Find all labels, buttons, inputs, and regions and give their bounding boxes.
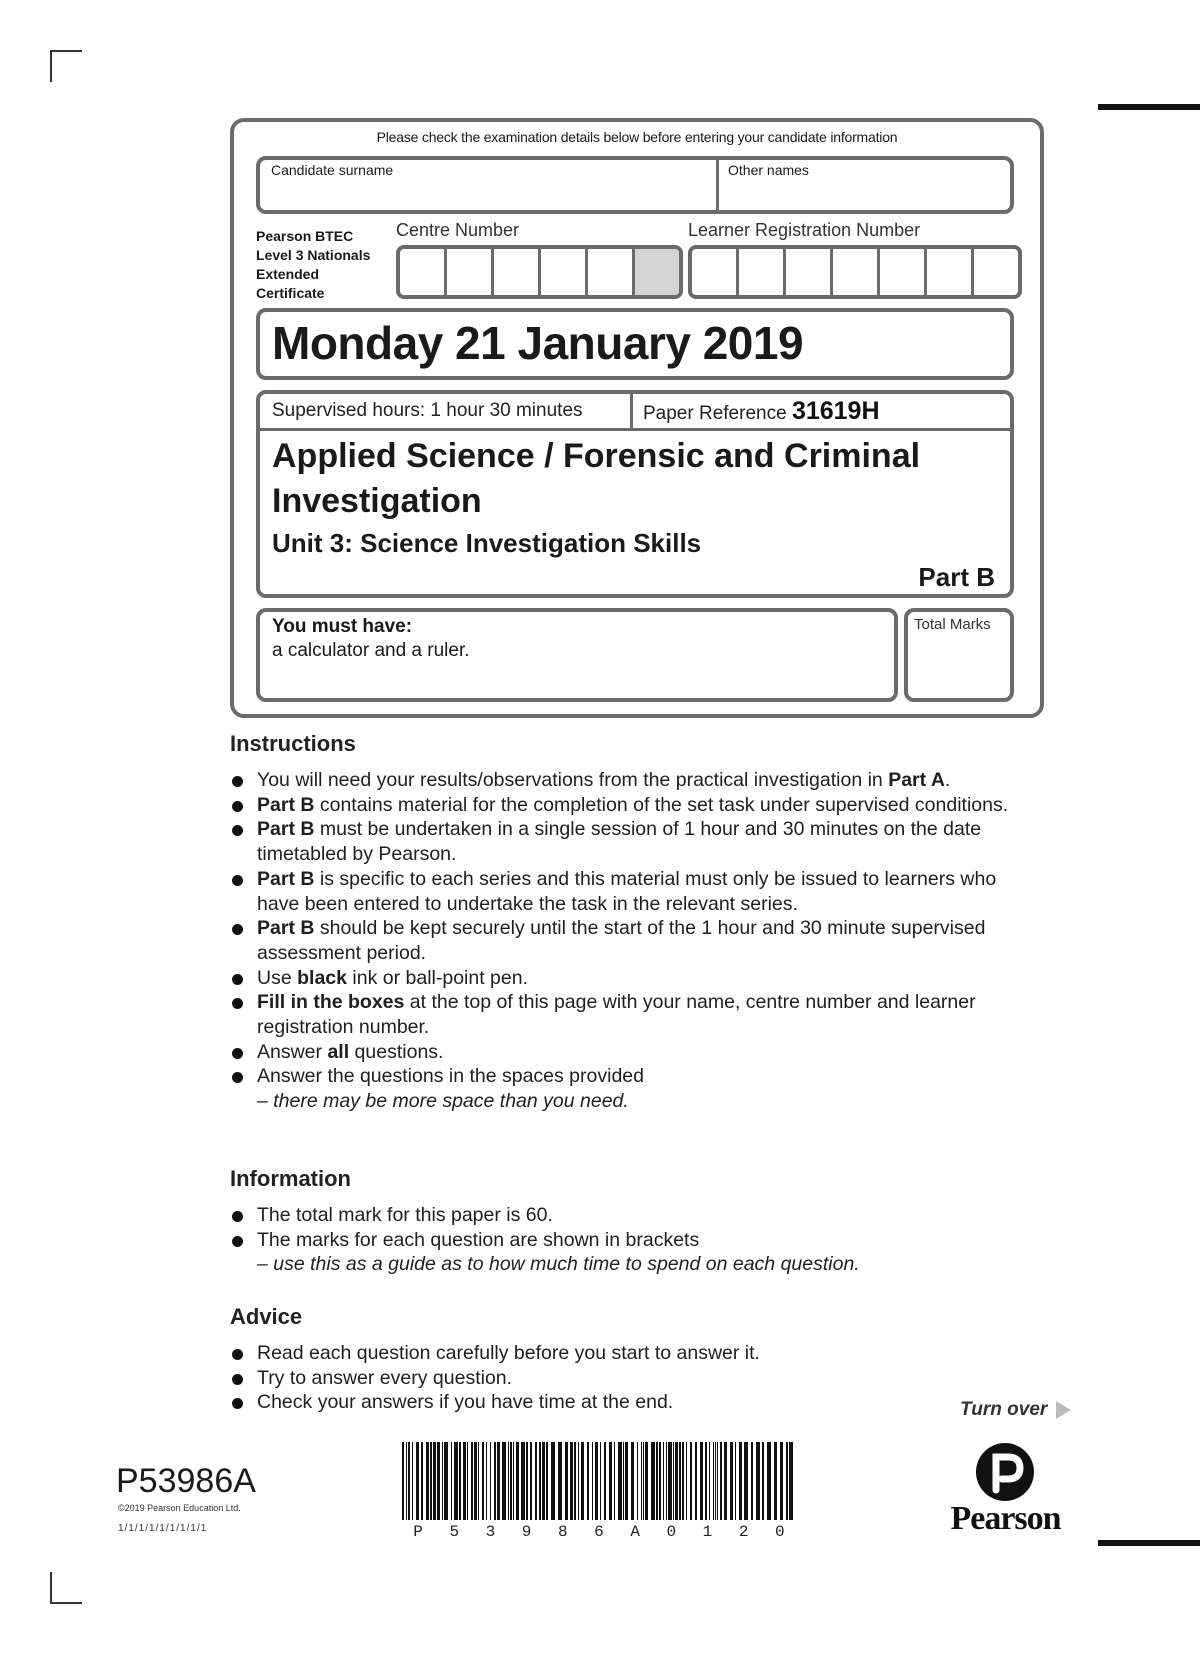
centre-digit-box[interactable] [447,249,494,295]
advice-heading: Advice [230,1304,303,1329]
must-have-text: a calculator and a ruler. [272,640,470,661]
triangle-right-icon [1056,1401,1071,1419]
learner-digit-box[interactable] [786,249,833,295]
must-have-title: You must have: [272,616,413,637]
supervised-hours: Supervised hours: 1 hour 30 minutes [272,400,583,421]
qualification-line: Certificate [256,285,325,301]
centre-digit-box-shaded [635,249,679,295]
barcode-char: 5 [449,1523,460,1541]
learner-digit-box[interactable] [692,249,739,295]
unit-title: Unit 3: Science Investigation Skills [272,528,702,558]
centre-digit-box[interactable] [541,249,588,295]
information-heading: Information [230,1166,351,1191]
crop-mark-top-left [50,50,82,82]
barcode-char: 3 [485,1523,496,1541]
qualification-line: Level 3 Nationals [256,247,371,263]
learner-registration-boxes[interactable] [688,245,1022,299]
barcode-char: 8 [557,1523,568,1541]
candidate-surname-field[interactable] [262,182,710,208]
learner-digit-box[interactable] [833,249,880,295]
barcode-char: 9 [521,1523,532,1541]
list-item: Answer all questions. [230,1040,1020,1065]
qualification-line: Pearson BTEC [256,228,354,244]
candidate-surname-label: Candidate surname [271,162,394,178]
list-item: Try to answer every question. [230,1366,1020,1391]
barcode-char: 1 [702,1523,713,1541]
paper-code: P53986A [116,1462,256,1500]
barcode-char: A [630,1523,640,1541]
qualification-label [256,227,386,303]
other-names-label: Other names [728,162,809,178]
learner-digit-box[interactable] [974,249,1018,295]
sequence-code: 1/1/1/1/1/1/1/1/1 [118,1523,208,1534]
list-item: Use black ink or ball-point pen. [230,966,1020,991]
learner-digit-box[interactable] [927,249,974,295]
centre-number-boxes[interactable] [396,245,683,299]
learner-digit-box[interactable] [739,249,786,295]
turn-over-label: Turn over [960,1399,1048,1420]
subject-title-line: Investigation [272,482,482,520]
barcode-char: P [413,1523,423,1541]
list-item: Answer the questions in the spaces provided – there may be more space than you need. [230,1064,1020,1113]
centre-digit-box[interactable] [494,249,541,295]
list-item: Check your answers if you have time at the end. [230,1390,1020,1415]
barcode-char: 6 [594,1523,604,1541]
paper-reference [643,397,880,426]
centre-digit-box[interactable] [588,249,635,295]
subject-title [272,434,992,524]
barcode-text [400,1523,798,1541]
list-item: Part B contains material for the completion of the set task under supervised conditions. [230,793,1020,818]
list-item: The marks for each question are shown in brackets – use this as a guide as to how much time to spend on each question. [230,1228,1020,1277]
barcode-char: 2 [738,1523,749,1541]
centre-digit-box[interactable] [400,249,447,295]
total-marks-label: Total Marks [914,616,991,633]
information-list [230,1203,1020,1277]
paper-details-vdivider [630,390,633,430]
list-item: Fill in the boxes at the top of this page with your name, centre number and learner registration number. [230,990,1020,1039]
qualification-line: Extended [256,266,320,282]
crop-mark-bottom-left [50,1572,82,1604]
list-item: Part B must be undertaken in a single session of 1 hour and 30 minutes on the date timetabled by Pearson. [230,817,1020,866]
list-item: You will need your results/observations from the practical investigation in Part A. [230,768,1020,793]
exam-date: Monday 21 January 2019 [272,317,804,369]
barcode-icon [400,1442,798,1520]
barcode-char: 0 [775,1523,785,1541]
copyright: ©2019 Pearson Education Ltd. [118,1503,241,1513]
other-names-field[interactable] [724,182,1002,208]
instructions-heading: Instructions [230,731,356,756]
part-label: Part B [918,562,995,592]
learner-digit-box[interactable] [880,249,927,295]
paper-reference-code: 31619H [791,397,880,425]
list-item: Read each question carefully before you start to answer it. [230,1341,1020,1366]
registration-bar-bottom [1098,1540,1200,1546]
subject-title-line: Applied Science / Forensic and Criminal [272,437,921,475]
name-divider [716,156,719,214]
learner-registration-label: Learner Registration Number [688,220,921,240]
advice-list [230,1341,1020,1415]
registration-bar-top [1098,104,1200,110]
barcode-char: 0 [666,1523,677,1541]
list-item: Part B should be kept securely until the start of the 1 hour and 30 minute supervised assessment period. [230,916,1020,965]
list-item: The total mark for this paper is 60. [230,1203,1020,1228]
pearson-logo-text: Pearson [950,1500,1061,1537]
centre-number-label: Centre Number [396,220,520,240]
instructions-list [230,768,1020,1114]
check-note: Please check the examination details below before entering your candidate information [376,129,898,145]
paper-details-divider [256,428,1014,431]
paper-reference-label: Paper Reference [643,403,787,424]
list-item: Part B is specific to each series and this material must only be issued to learners who have been entered to undertake the task in the relevant series. [230,867,1020,916]
